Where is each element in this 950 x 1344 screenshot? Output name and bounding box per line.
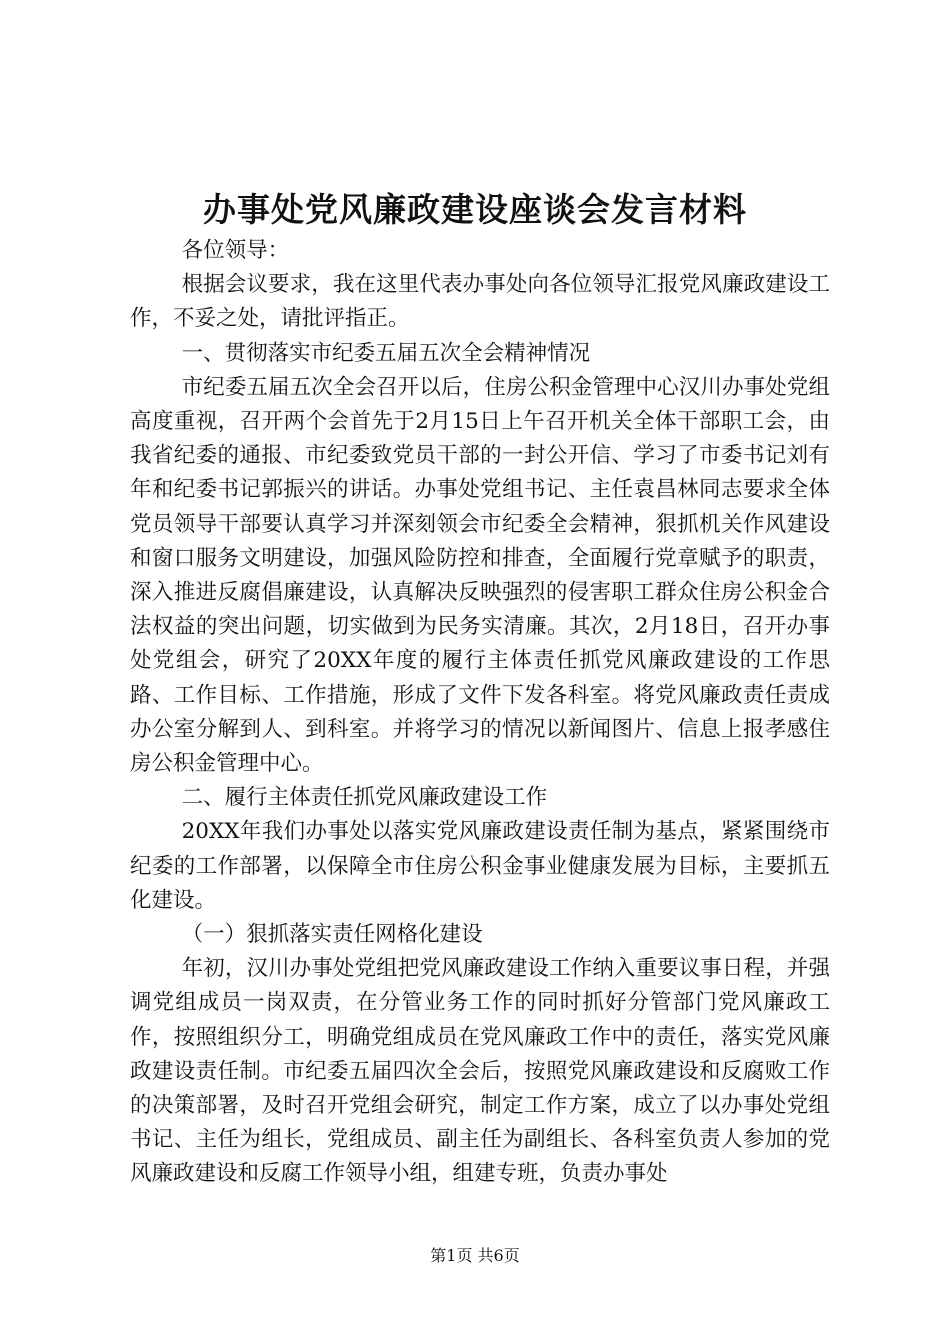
section-2-paragraph: 20XX年我们办事处以落实党风廉政建设责任制为基点，紧紧围绕市纪委的工作部署，以保障全市住房公积金事业健康发展为目标，主要抓五化建设。 — [130, 819, 830, 913]
document-body — [130, 234, 830, 1192]
section-heading-1: 一、贯彻落实市纪委五届五次全会精神情况 — [181, 340, 591, 366]
section-1-paragraph: 市纪委五届五次全会召开以后，住房公积金管理中心汉川办事处党组高度重视，召开两个会首先于2月15日上午召开机关全体干部职工会，由我省纪委的通报、市纪委致党员干部的一封公开信、学习了市委书记刘有年和纪委书记郭振兴的讲话。办事处党组书记、主任袁昌林同志要求全体党员领导干部要认真学习并深刻领会市纪委全会精神，狠抓机关作风建设和窗口服务文明建设，加强风险防控和排查，全面履行党章赋予的职责，深入推进反腐倡廉建设，认真解决反映强烈的侵害职工群众住房公积金合法权益的突出问题，切实做到为民务实清廉。其次，2月18日，召开办事处党组会，研究了20XX年度的履行主体责任抓党风廉政建设的工作思路、工作目标、工作措施，形成了文件下发各科室。将党风廉政责任责成办公室分解到人、到科室。并将学习的情况以新闻图片、信息上报孝感住房公积金管理中心。 — [130, 374, 830, 777]
page-number-footer: 第1页 共6页 — [430, 1246, 520, 1265]
intro-paragraph: 根据会议要求，我在这里代表办事处向各位领导汇报党风廉政建设工作，不妥之处，请批评指正。 — [130, 272, 830, 332]
subsection-heading-1: （一）狠抓落实责任网格化建设 — [181, 922, 483, 948]
section-heading-2: 二、履行主体责任抓党风廉政建设工作 — [181, 785, 548, 811]
salutation: 各位领导： — [181, 238, 290, 263]
subsection-1-paragraph: 年初，汉川办事处党组把党风廉政建设工作纳入重要议事日程，并强调党组成员一岗双责，在分管业务工作的同时抓好分管部门党风廉政工作，按照组织分工，明确党组成员在党风廉政工作中的责任，落实党风廉政建设责任制。市纪委五届四次全会后，按照党风廉政建设和反腐败工作的决策部署，及时召开党组会研究，制定工作方案，成立了以办事处党组书记、主任为组长，党组成员、副主任为副组长、各科室负责人参加的党风廉政建设和反腐工作领导小组，组建专班，负责办事处 — [130, 956, 830, 1187]
document-title: 办事处党风廉政建设座谈会发言材料 — [203, 190, 747, 229]
